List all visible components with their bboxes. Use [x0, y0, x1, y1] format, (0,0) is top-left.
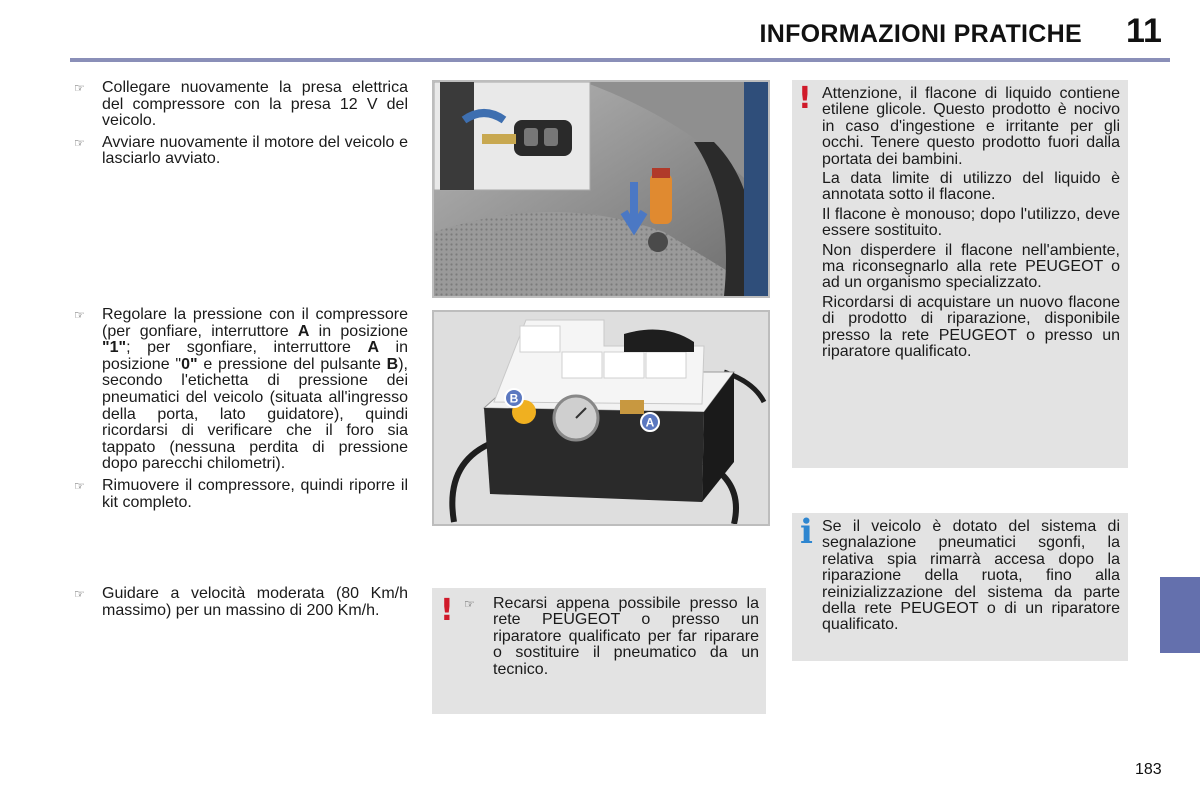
- list-item: [70, 307, 408, 473]
- list-item-text: Rimuovere il compressore, quindi riporre il kit completo.: [102, 476, 408, 511]
- hand-pointer-icon: ☞: [74, 81, 85, 95]
- switch-a-label: A: [645, 415, 655, 430]
- figure-power-socket: [432, 80, 770, 298]
- list-item: [70, 478, 408, 511]
- list-item-text: Guidare a velocità moderata (80 Km/h massimo) per un massino di 200 Km/h.: [102, 585, 408, 619]
- attention-text: [822, 86, 1120, 364]
- hand-pointer-icon: ☞: [464, 597, 475, 611]
- warning-icon: !: [440, 593, 454, 628]
- info-text: Se il veicolo è dotato del sistema di segnalazione pneumatici sgonfi, la relativa spia rimarrà accesa dopo la riparazione della ruota, fino alla reinizializzazione del sistema da parte della rete PEUGEOT o di un riparatore qualificato.: [822, 518, 1120, 634]
- hand-pointer-icon: ☞: [74, 135, 85, 150]
- list-item-text: Regolare la pressione con il compressore (per gonfiare, interruttore A in posizione "1"; per sgonfiare, interruttore A in posizione "0" e pressione del pulsante B), secondo l'etichetta di pressione dei pneumatici del veicolo (situata all'ingresso della porta, lato guidatore), quindi ricordarsi di verificare che il foro sia tappato (nessuna perdita di pressione dopo parecchi chilometri).: [102, 306, 408, 473]
- list-item: [70, 586, 408, 619]
- attention-paragraph: La data limite di utilizzo del liquido è annotata sotto il flacone.: [822, 170, 1120, 204]
- figure-compressor-illustration: [434, 312, 768, 524]
- button-b-label: B: [509, 391, 519, 406]
- warning-icon: !: [798, 81, 812, 116]
- figure-power-socket-illustration: [434, 82, 768, 296]
- attention-paragraph: Ricordarsi di acquistare un nuovo flacone di prodotto di riparazione, disponibile presso la rete PEUGEOT o presso un riparatore qualificato.: [822, 293, 1120, 361]
- chapter-number: 11: [1126, 12, 1162, 50]
- instruction-list-1: [70, 80, 408, 173]
- page-title: INFORMAZIONI PRATICHE: [759, 20, 1082, 48]
- instruction-list-3: [70, 586, 408, 624]
- instruction-list-2: [70, 307, 408, 516]
- list-item: [70, 80, 408, 130]
- attention-paragraph: Non disperdere il flacone nell'ambiente, ma riconsegnarlo alla rete PEUGEOT o ad un organismo specializzato.: [822, 241, 1120, 292]
- figure-compressor: [432, 310, 770, 526]
- header-rule: [70, 58, 1170, 62]
- info-panel-tyre-warning: [792, 513, 1128, 661]
- warning-text: Recarsi appena possibile presso la rete PEUGEOT o presso un riparatore qualificato per far riparare o sostituire il pneumatico da un tecnico.: [493, 595, 759, 678]
- warning-panel-repair: [432, 588, 766, 714]
- list-item-text: Avviare nuovamente il motore del veicolo e lasciarlo avviato.: [102, 133, 408, 168]
- attention-panel-bottle: [792, 80, 1128, 468]
- hand-pointer-icon: ☞: [74, 587, 85, 601]
- attention-paragraph: Attenzione, il flacone di liquido contiene etilene glicole. Questo prodotto è nocivo in caso d'ingestione e irritante per gli occhi. Tenere questo prodotto fuori dalla portata dei bambini.: [822, 85, 1120, 168]
- info-icon: i: [800, 512, 813, 552]
- hand-pointer-icon: ☞: [74, 478, 85, 493]
- page-number: 183: [1135, 761, 1162, 778]
- attention-paragraph: Il flacone è monouso; dopo l'utilizzo, deve essere sostituito.: [822, 205, 1120, 240]
- list-item: [70, 135, 408, 168]
- chapter-tab: [1160, 577, 1200, 653]
- list-item-text: Collegare nuovamente la presa elettrica del compressore con la presa 12 V del veicolo.: [102, 79, 408, 130]
- hand-pointer-icon: ☞: [74, 308, 85, 322]
